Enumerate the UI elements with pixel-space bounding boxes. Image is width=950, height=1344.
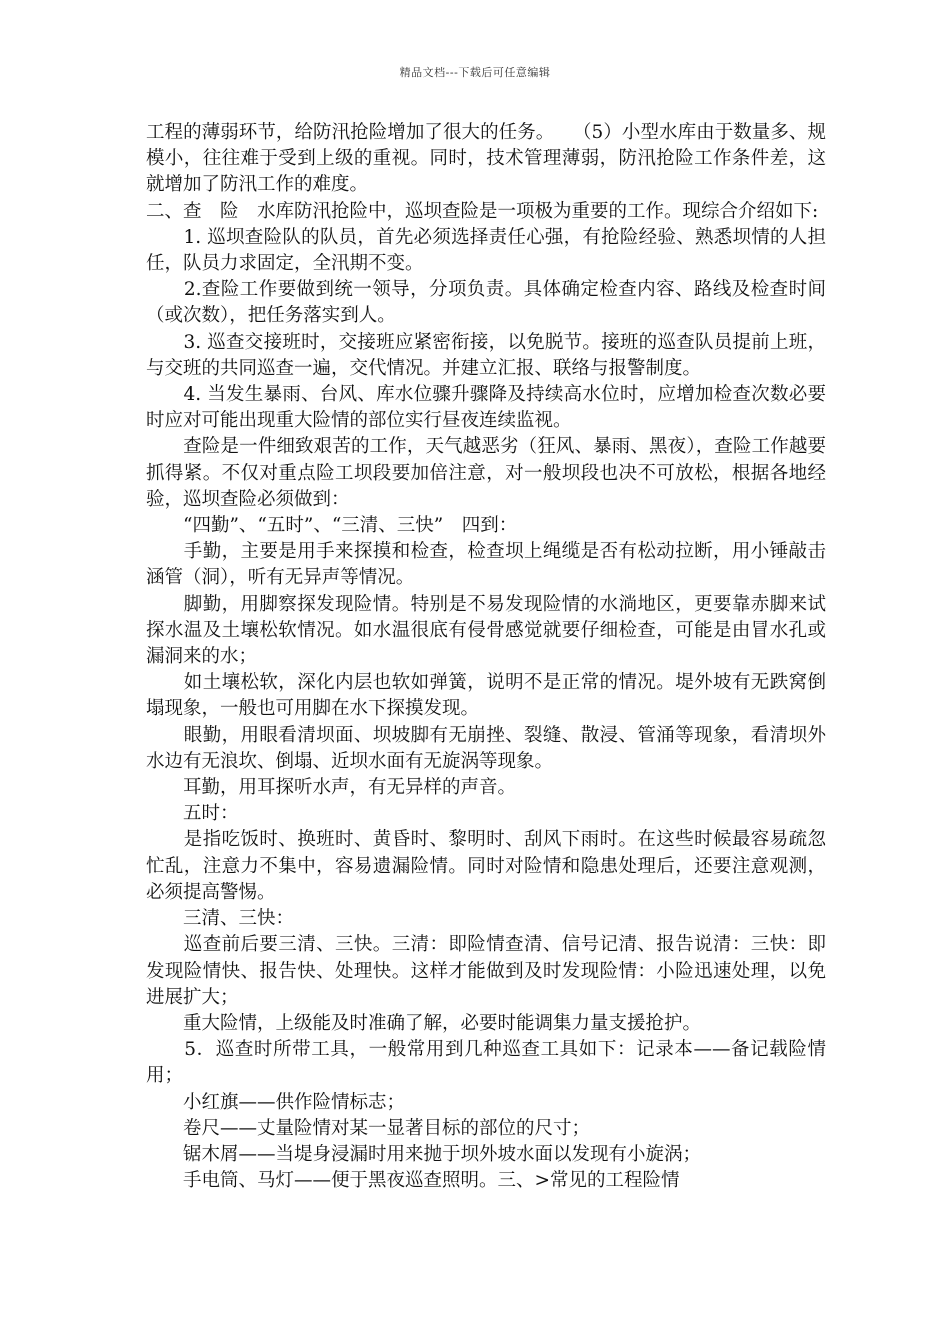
paragraph: 巡查前后要三清、三快。三清：即险情查清、信号记清、报告说清：三快：即发现险情快、报告快、处理快。这样才能做到及时发现险情：小险迅速处理，以免进展扩大； [146,934,826,1008]
paragraph: 手电筒、马灯——便于黑夜巡查照明。三、>常见的工程险情 [146,1170,680,1192]
paragraph: 3. 巡查交接班时，交接班应紧密衔接，以免脱节。接班的巡查队员提前上班，与交班的共同巡查一遍，交代情况。并建立汇报、联络与报警制度。 [146,331,826,379]
paragraph: 卷尺——丈量险情对某一显著目标的部位的尺寸； [146,1117,591,1139]
paragraph: 手勤，主要是用手来探摸和检查，检查坝上绳缆是否有松动拉断，用小锤敲击涵管（洞），听有无异声等情况。 [146,541,826,589]
paragraph: 如土壤松软，深化内层也软如弹簧，说明不是正常的情况。堤外坡有无跌窝倒塌现象，一般也可用脚在水下探摸发现。 [146,672,826,720]
paragraph: 小红旗——供作险情标志； [146,1091,406,1113]
paragraph: 查险是一件细致艰苦的工作，天气越恶劣（狂风、暴雨、黑夜），查险工作越要抓得紧。不仅对重点险工坝段要加倍注意，对一般坝段也决不可放松，根据各地经验，巡坝查险必须做到： [146,436,826,510]
page-header: 精品文档---下载后可任意编辑 [399,66,551,79]
section-heading-paragraph: 二、查 险 水库防汛抢险中，巡坝查险是一项极为重要的工作。现综合介绍如下: [146,200,819,222]
paragraph: 锯木屑——当堤身浸漏时用来抛于坝外坡水面以发现有小旋涡； [146,1143,702,1165]
paragraph: “四勤”、“五时”、“三清、三快” 四到： [146,515,518,537]
paragraph: 三清、三快： [146,908,295,930]
paragraph: 4. 当发生暴雨、台风、库水位骤升骤降及持续高水位时，应增加检查次数必要时应对可能出现重大险情的部位实行昼夜连续监视。 [146,384,826,432]
document-body [146,120,826,1194]
paragraph: 眼勤，用眼看清坝面、坝坡脚有无崩挫、裂缝、散浸、管涌等现象，看清坝外水边有无浪坎、倒塌、近坝水面有无旋涡等现象。 [146,724,826,772]
paragraph: 耳勤，用耳探听水声，有无异样的声音。 [146,777,517,799]
paragraph: 五时： [146,803,239,825]
paragraph: 2.查险工作要做到统一领导，分项负责。具体确定检查内容、路线及检查时间（或次数），把任务落实到人。 [146,279,826,327]
paragraph: 重大险情，上级能及时准确了解，必要时能调集力量支援抢护。 [146,1012,702,1034]
paragraph: 脚勤，用脚察探发现险情。特别是不易发现险情的水淌地区，更要靠赤脚来试探水温及土壤松软情况。如水温很底有侵骨感觉就要仔细检查，可能是由冒水孔或漏洞来的水； [146,593,826,668]
paragraph: 1. 巡坝查险队的队员，首先必须选择责任心强，有抢险经验、熟悉坝情的人担任，队员力求固定，全汛期不变。 [146,226,826,275]
paragraph: 工程的薄弱环节，给防汛抢险增加了很大的任务。 （5）小型水库由于数量多、规模小，往往难于受到上级的重视。同时，技术管理薄弱，防汛抢险工作条件差，这就增加了防汛工作的难度。 [146,122,826,196]
paragraph: 是指吃饭时、换班时、黄昏时、黎明时、刮风下雨时。在这些时候最容易疏忽忙乱，注意力不集中，容易遗漏险情。同时对险情和隐患处理后，还要注意观测，必须提高警惕。 [146,829,826,903]
paragraph: 5．巡查时所带工具，一般常用到几种巡查工具如下：记录本——备记载险情用； [146,1039,826,1087]
